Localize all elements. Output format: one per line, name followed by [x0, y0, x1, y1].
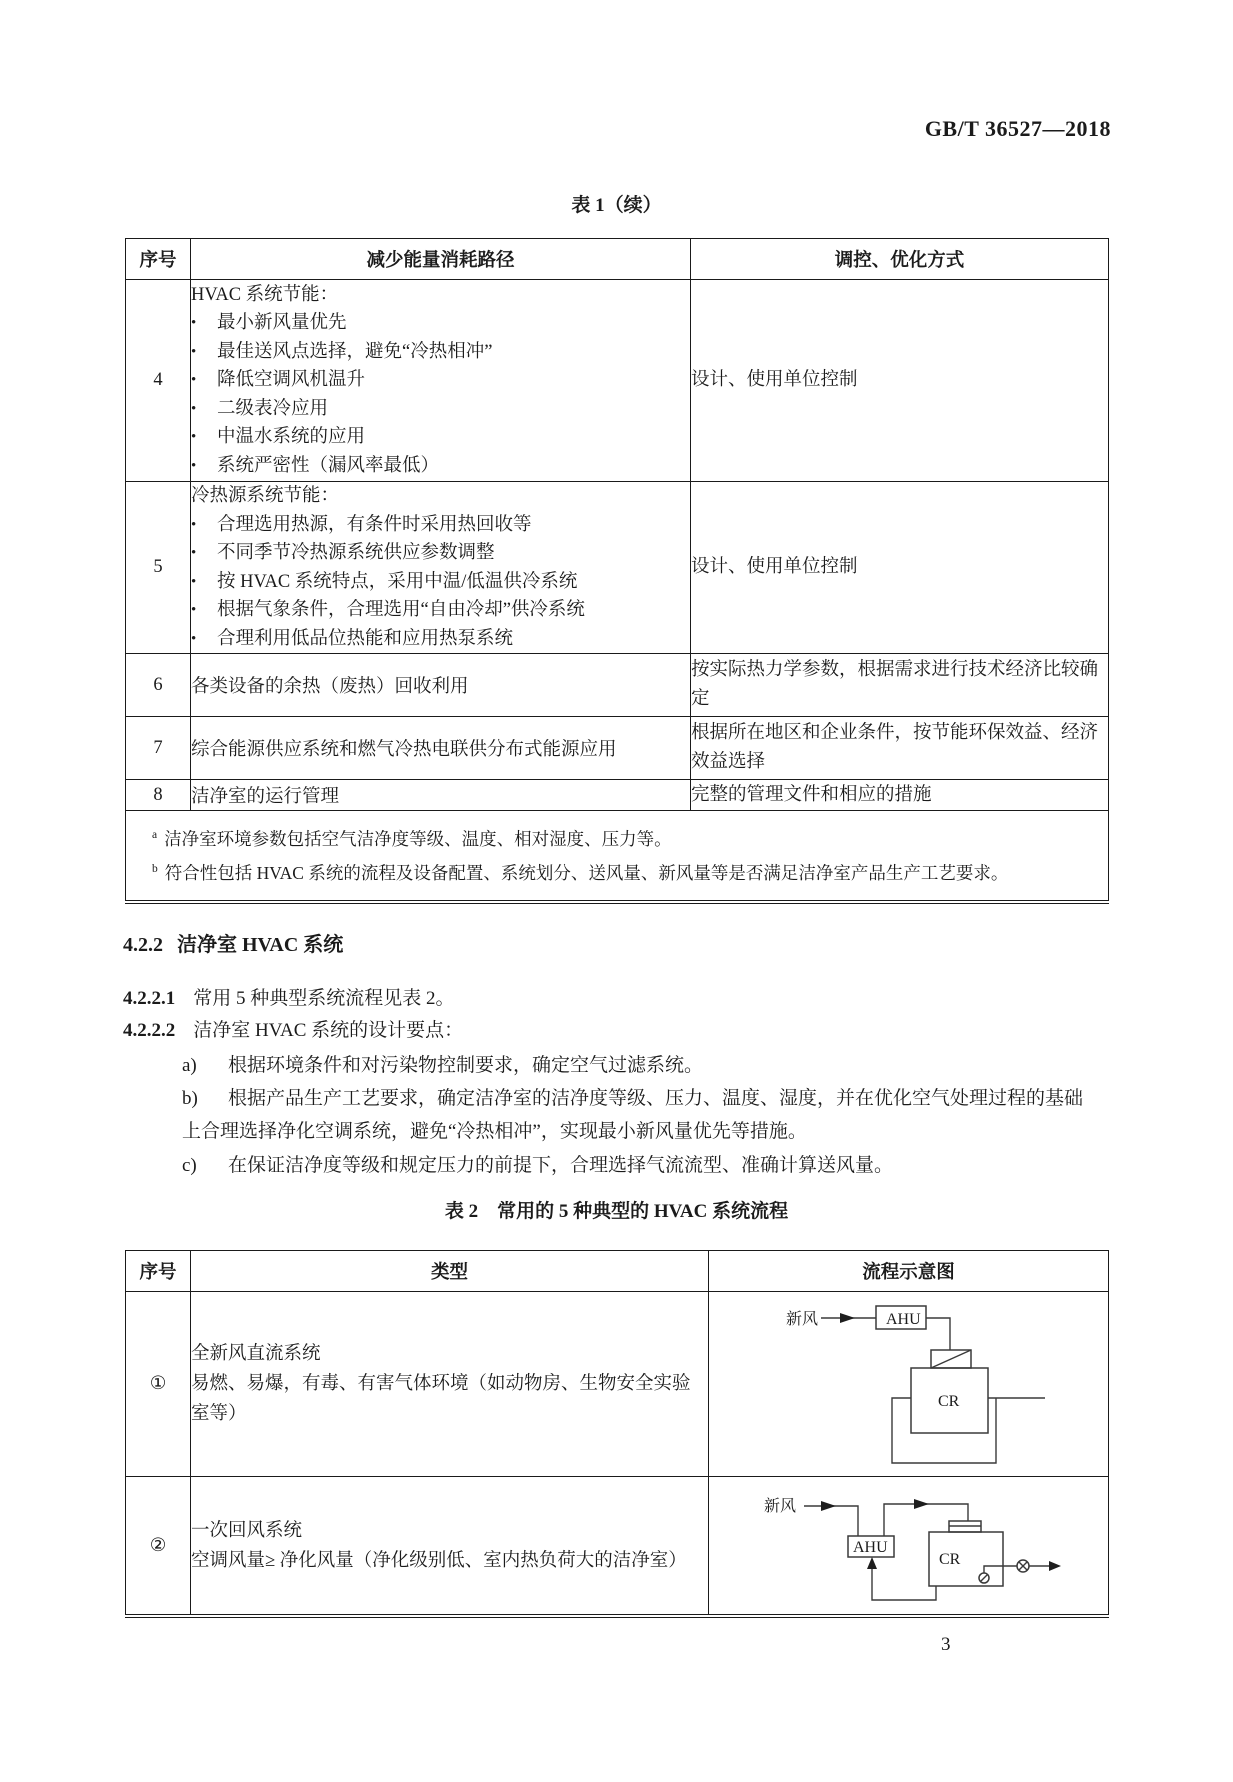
bullet-icon: •: [191, 429, 197, 446]
ahu-label: AHU: [853, 1539, 888, 1556]
ahu-label: AHU: [886, 1310, 921, 1328]
row5-item: 合理选用热源，有条件时采用热回收等: [217, 514, 532, 535]
item-marker: b): [182, 1088, 198, 1109]
row5-control: 设计、使用单位控制: [691, 482, 1109, 654]
section-title: 洁净室 HVAC 系统: [177, 934, 344, 956]
row4-path-title: HVAC 系统节能：: [191, 284, 339, 305]
section-text: 常用 5 种典型系统流程见表 2。: [193, 988, 455, 1009]
fresh-air-label: 新风: [764, 1498, 797, 1515]
row6-path: 各类设备的余热（废热）回收利用: [191, 654, 691, 717]
row8-no: 8: [126, 780, 191, 811]
table-row: [126, 482, 1109, 654]
row8-control: 完整的管理文件和相应的措施: [691, 780, 1109, 811]
row5-item: 根据气象条件，合理选用“自由冷却”供冷系统: [217, 600, 585, 620]
table-row: [126, 280, 1109, 482]
bullet-icon: •: [191, 315, 197, 332]
row7-path: 综合能源供应系统和燃气冷热电联供分布式能源应用: [191, 717, 691, 780]
row5-item: 合理利用低品位热能和应用热泵系统: [217, 628, 514, 649]
bullet-icon: •: [191, 516, 197, 533]
bullet-icon: •: [191, 545, 197, 561]
table2-col-no: 序号: [126, 1251, 191, 1292]
table2-col-type: 类型: [191, 1251, 709, 1292]
table1-col-no: 序号: [126, 239, 191, 280]
table2-caption: 表 2 常用的 5 种典型的 HVAC 系统流程: [444, 1201, 789, 1222]
t2row1-type: 全新风直流系统 易燃、易爆，有毒、有害气体环境（如动物房、生物安全实验室等）: [191, 1292, 709, 1477]
row4-item: 最佳送风点选择，避免“冷热相冲”: [217, 341, 493, 362]
item-marker: a): [182, 1055, 197, 1076]
hvac-flow-diagram-2: [709, 1477, 1107, 1614]
row4-item: 最小新风量优先: [217, 313, 347, 334]
table-2: [125, 1250, 1109, 1618]
list-item-c: c) 在保证洁净度等级和规定压力的前提下，合理选择气流流型、准确计算送风量。: [182, 1149, 1100, 1182]
section-number: 4.2.2: [123, 934, 163, 956]
table-1: [125, 238, 1109, 904]
row7-control: 根据所在地区和企业条件，按节能环保效益、经济效益选择: [691, 717, 1109, 780]
bullet-icon: •: [191, 457, 197, 474]
standard-number-header: GB/T 36527—2018: [924, 116, 1111, 141]
supply-duct: [926, 1318, 950, 1350]
bullet-icon: •: [191, 372, 197, 389]
row6-control: 按实际热力学参数，根据需求进行技术经济比较确定: [691, 654, 1109, 717]
footnote-a-marker: a: [152, 829, 158, 841]
table1-caption: 表 1（续）: [571, 195, 662, 216]
row5-path: [191, 482, 691, 654]
row6-no: 6: [126, 654, 191, 717]
row8-path: 洁净室的运行管理: [191, 780, 691, 811]
table-row: [126, 780, 1109, 811]
flow-arrow-icon: [914, 1499, 929, 1509]
flow-arrow-icon: [840, 1313, 855, 1323]
cleanroom-label: CR: [939, 1551, 961, 1568]
footnote-b-marker: b: [152, 862, 158, 875]
fresh-air-duct: [804, 1506, 858, 1536]
list-item-a: a) 根据环境条件和对污染物控制要求，确定空气过滤系统。: [182, 1049, 1100, 1082]
section-4-2-2-heading: [123, 930, 343, 960]
section-text: 洁净室 HVAC 系统的设计要点：: [193, 1020, 464, 1041]
table1-col-path: 减少能量消耗路径: [191, 239, 691, 280]
table-row: [126, 1292, 1109, 1477]
row4-item: 系统严密性（漏风率最低）: [217, 455, 440, 476]
table1-footnotes: [126, 811, 1109, 902]
table-row: [126, 1477, 1109, 1617]
list-item-b: b) 根据产品生产工艺要求，确定洁净室的洁净度等级、压力、温度、湿度，并在优化空气处理过程的基础上合理选择净化空调系统，避免“冷热相冲”，实现最小新风量优先等措施。: [182, 1082, 1100, 1148]
item-marker: c): [182, 1155, 197, 1176]
cleanroom-label: CR: [938, 1392, 960, 1410]
supply-duct: [884, 1504, 968, 1536]
table-row: [126, 717, 1109, 780]
section-4-2-2-2: [123, 1016, 463, 1046]
hvac-flow-diagram-1: [709, 1293, 1107, 1476]
footnote-a: $^a$ 洁净室环境参数包括空气洁净度等级、温度、相对湿度、压力等。: [152, 828, 672, 849]
bullet-icon: •: [191, 343, 197, 360]
table1-header-row: [126, 239, 1109, 280]
t2row1-no: ①: [126, 1292, 191, 1477]
t2row2-diagram: [709, 1477, 1109, 1617]
fresh-air-label: 新风: [786, 1310, 819, 1328]
bullet-icon: •: [191, 602, 197, 618]
section-4-2-2-1: [123, 984, 455, 1014]
table2-col-diagram: 流程示意图: [709, 1251, 1109, 1292]
row4-path: [191, 280, 691, 482]
t2row2-type: 一次回风系统 空调风量≥ 净化风量（净化级别低、室内热负荷大的洁净室）: [191, 1477, 709, 1617]
row4-item: 降低空调风机温升: [217, 370, 366, 391]
row4-item: 中温水系统的应用: [217, 427, 366, 448]
row5-path-title: 冷热源系统节能：: [191, 486, 340, 506]
page-number: 3: [941, 1634, 951, 1655]
bullet-icon: •: [191, 630, 197, 647]
table2-header-row: [126, 1251, 1109, 1292]
bullet-icon: •: [191, 400, 197, 417]
flow-arrow-up-icon: [867, 1557, 877, 1569]
t2row1-diagram: [709, 1292, 1109, 1477]
row4-item: 二级表冷应用: [217, 398, 329, 419]
exhaust-duct: [984, 1566, 1017, 1573]
row4-no: 4: [126, 280, 191, 482]
bullet-icon: •: [191, 573, 197, 590]
t2row2-no: ②: [126, 1477, 191, 1617]
section-number: 4.2.2.2: [123, 1020, 176, 1041]
flow-arrow-icon: [821, 1501, 836, 1511]
section-number: 4.2.2.1: [123, 988, 176, 1009]
flow-arrow-icon: [1049, 1561, 1061, 1571]
row7-no: 7: [126, 717, 191, 780]
table1-col-control: 调控、优化方式: [691, 239, 1109, 280]
damper-diagonal: [981, 1575, 987, 1581]
footnote-b: $^b$ 符合性包括 HVAC 系统的流程及设备配置、系统划分、送风量、新风量等是否满足洁净室产品生产工艺要求。: [152, 862, 1009, 883]
filter-diagonal: [931, 1350, 971, 1368]
row4-control: 设计、使用单位控制: [691, 280, 1109, 482]
table-row: [126, 654, 1109, 717]
row5-item: 不同季节冷热源系统供应参数调整: [217, 543, 495, 563]
row5-item: 按 HVAC 系统特点，采用中温/低温供冷系统: [217, 571, 578, 592]
return-air-duct: [872, 1559, 936, 1600]
row5-no: 5: [126, 482, 191, 654]
